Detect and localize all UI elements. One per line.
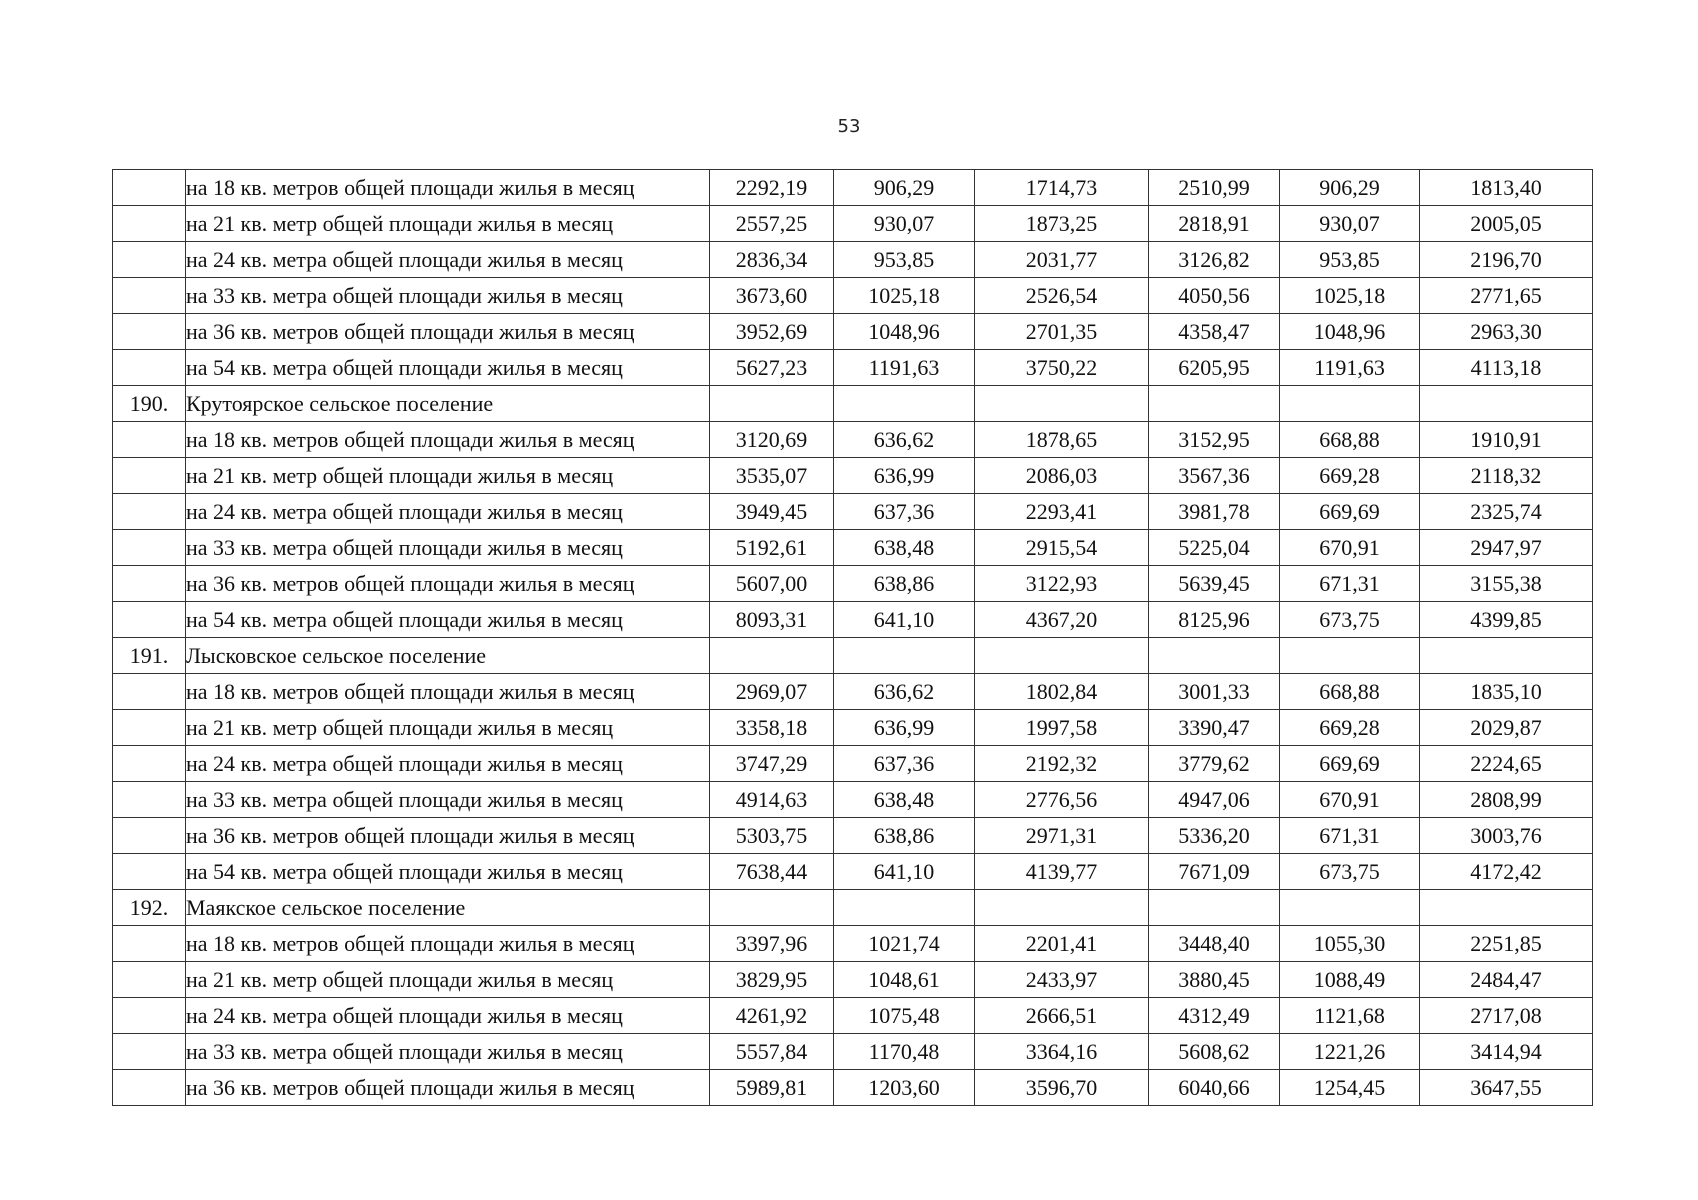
value-cell-col-4: 3567,36 [1149, 458, 1280, 494]
table-row [113, 854, 1593, 890]
value-cell-col-1: 3358,18 [710, 710, 834, 746]
row-number-cell [113, 926, 186, 962]
value-cell-col-4: 3152,95 [1149, 422, 1280, 458]
value-cell-col-3: 3364,16 [975, 1034, 1149, 1070]
value-cell-col-6: 3155,38 [1420, 566, 1593, 602]
value-cell-col-3: 2701,35 [975, 314, 1149, 350]
value-cell-col-4: 3001,33 [1149, 674, 1280, 710]
value-cell-col-1 [710, 386, 834, 422]
value-cell-col-3: 4139,77 [975, 854, 1149, 890]
table-row [113, 566, 1593, 602]
table-row [113, 350, 1593, 386]
value-cell-col-2: 1170,48 [834, 1034, 975, 1070]
data-table [112, 169, 1593, 1106]
value-cell-col-4: 4050,56 [1149, 278, 1280, 314]
value-cell-col-1 [710, 890, 834, 926]
row-label-cell: на 21 кв. метр общей площади жилья в месяц [186, 962, 710, 998]
value-cell-col-6: 2005,05 [1420, 206, 1593, 242]
value-cell-col-1: 3535,07 [710, 458, 834, 494]
value-cell-col-6: 1835,10 [1420, 674, 1593, 710]
value-cell-col-2: 636,62 [834, 674, 975, 710]
value-cell-col-1: 3829,95 [710, 962, 834, 998]
value-cell-col-5: 1121,68 [1280, 998, 1420, 1034]
value-cell-col-4: 4358,47 [1149, 314, 1280, 350]
value-cell-col-5: 1025,18 [1280, 278, 1420, 314]
value-cell-col-2: 906,29 [834, 170, 975, 206]
value-cell-col-5: 930,07 [1280, 206, 1420, 242]
value-cell-col-3: 2293,41 [975, 494, 1149, 530]
value-cell-col-5: 671,31 [1280, 566, 1420, 602]
row-label-cell: на 24 кв. метра общей площади жилья в месяц [186, 998, 710, 1034]
value-cell-col-6: 2947,97 [1420, 530, 1593, 566]
value-cell-col-6: 3647,55 [1420, 1070, 1593, 1106]
value-cell-col-1: 4914,63 [710, 782, 834, 818]
value-cell-col-4: 3880,45 [1149, 962, 1280, 998]
value-cell-col-5: 1048,96 [1280, 314, 1420, 350]
value-cell-col-4: 3390,47 [1149, 710, 1280, 746]
row-number-cell [113, 494, 186, 530]
value-cell-col-4: 5639,45 [1149, 566, 1280, 602]
value-cell-col-5: 668,88 [1280, 674, 1420, 710]
value-cell-col-1: 3397,96 [710, 926, 834, 962]
value-cell-col-2: 1025,18 [834, 278, 975, 314]
value-cell-col-5: 1088,49 [1280, 962, 1420, 998]
row-label-cell: на 54 кв. метра общей площади жилья в месяц [186, 602, 710, 638]
table-row [113, 242, 1593, 278]
value-cell-col-6: 2771,65 [1420, 278, 1593, 314]
value-cell-col-6: 2224,65 [1420, 746, 1593, 782]
value-cell-col-5: 669,69 [1280, 746, 1420, 782]
value-cell-col-1: 2836,34 [710, 242, 834, 278]
row-label-cell: на 21 кв. метр общей площади жилья в месяц [186, 206, 710, 242]
value-cell-col-3: 1802,84 [975, 674, 1149, 710]
value-cell-col-2: 636,99 [834, 710, 975, 746]
row-label-cell: на 33 кв. метра общей площади жилья в месяц [186, 782, 710, 818]
value-cell-col-2: 953,85 [834, 242, 975, 278]
value-cell-col-5 [1280, 890, 1420, 926]
value-cell-col-5: 671,31 [1280, 818, 1420, 854]
table-row [113, 782, 1593, 818]
value-cell-col-2: 1048,61 [834, 962, 975, 998]
value-cell-col-1: 3949,45 [710, 494, 834, 530]
value-cell-col-1: 8093,31 [710, 602, 834, 638]
value-cell-col-5: 953,85 [1280, 242, 1420, 278]
row-label-cell: на 18 кв. метров общей площади жилья в месяц [186, 926, 710, 962]
table-row [113, 314, 1593, 350]
value-cell-col-4: 6205,95 [1149, 350, 1280, 386]
row-number-cell [113, 530, 186, 566]
table-row [113, 530, 1593, 566]
row-label-cell: на 18 кв. метров общей площади жилья в месяц [186, 674, 710, 710]
value-cell-col-5: 673,75 [1280, 854, 1420, 890]
row-number-cell: 192. [113, 890, 186, 926]
value-cell-col-6: 4113,18 [1420, 350, 1593, 386]
value-cell-col-4: 3779,62 [1149, 746, 1280, 782]
row-number-cell [113, 314, 186, 350]
settlement-header-row [113, 890, 1593, 926]
value-cell-col-3: 2915,54 [975, 530, 1149, 566]
row-number-cell [113, 278, 186, 314]
table-row [113, 494, 1593, 530]
value-cell-col-1: 5607,00 [710, 566, 834, 602]
row-number-cell [113, 566, 186, 602]
value-cell-col-2: 1075,48 [834, 998, 975, 1034]
row-number-cell [113, 602, 186, 638]
value-cell-col-3: 1997,58 [975, 710, 1149, 746]
value-cell-col-5: 670,91 [1280, 530, 1420, 566]
table-row [113, 1034, 1593, 1070]
row-label-cell: на 24 кв. метра общей площади жилья в месяц [186, 746, 710, 782]
row-number-cell [113, 818, 186, 854]
value-cell-col-2: 1191,63 [834, 350, 975, 386]
value-cell-col-5 [1280, 638, 1420, 674]
row-label-cell: на 36 кв. метров общей площади жилья в месяц [186, 314, 710, 350]
row-label-cell: на 36 кв. метров общей площади жилья в месяц [186, 818, 710, 854]
row-number-cell [113, 782, 186, 818]
value-cell-col-3: 2192,32 [975, 746, 1149, 782]
table-body [113, 170, 1593, 1106]
value-cell-col-6: 4172,42 [1420, 854, 1593, 890]
row-label-cell: на 33 кв. метра общей площади жилья в месяц [186, 530, 710, 566]
row-number-cell [113, 206, 186, 242]
value-cell-col-6: 2118,32 [1420, 458, 1593, 494]
value-cell-col-4 [1149, 890, 1280, 926]
settlement-header-row [113, 386, 1593, 422]
value-cell-col-1: 2557,25 [710, 206, 834, 242]
row-label-cell: на 21 кв. метр общей площади жилья в месяц [186, 710, 710, 746]
row-label-cell: на 24 кв. метра общей площади жилья в месяц [186, 494, 710, 530]
value-cell-col-5: 669,69 [1280, 494, 1420, 530]
table-row [113, 674, 1593, 710]
value-cell-col-6: 2029,87 [1420, 710, 1593, 746]
value-cell-col-2: 641,10 [834, 602, 975, 638]
table-row [113, 278, 1593, 314]
value-cell-col-3: 2526,54 [975, 278, 1149, 314]
row-label-cell: на 54 кв. метра общей площади жилья в месяц [186, 350, 710, 386]
value-cell-col-2 [834, 386, 975, 422]
row-label-cell: на 54 кв. метра общей площади жилья в месяц [186, 854, 710, 890]
value-cell-col-1: 5303,75 [710, 818, 834, 854]
value-cell-col-5: 670,91 [1280, 782, 1420, 818]
value-cell-col-2: 638,86 [834, 818, 975, 854]
value-cell-col-6: 2325,74 [1420, 494, 1593, 530]
value-cell-col-2: 641,10 [834, 854, 975, 890]
value-cell-col-6: 2963,30 [1420, 314, 1593, 350]
table-row [113, 962, 1593, 998]
value-cell-col-1 [710, 638, 834, 674]
table-row [113, 998, 1593, 1034]
value-cell-col-4: 3448,40 [1149, 926, 1280, 962]
page-number: 53 [837, 116, 861, 137]
value-cell-col-6: 2808,99 [1420, 782, 1593, 818]
value-cell-col-1: 3952,69 [710, 314, 834, 350]
value-cell-col-3: 2031,77 [975, 242, 1149, 278]
value-cell-col-1: 5989,81 [710, 1070, 834, 1106]
value-cell-col-2: 638,48 [834, 782, 975, 818]
table-row [113, 926, 1593, 962]
value-cell-col-4: 5336,20 [1149, 818, 1280, 854]
row-number-cell: 191. [113, 638, 186, 674]
value-cell-col-6 [1420, 386, 1593, 422]
row-number-cell [113, 998, 186, 1034]
value-cell-col-1: 7638,44 [710, 854, 834, 890]
table-row [113, 1070, 1593, 1106]
row-number-cell [113, 746, 186, 782]
value-cell-col-4: 7671,09 [1149, 854, 1280, 890]
value-cell-col-2: 636,99 [834, 458, 975, 494]
value-cell-col-4: 3981,78 [1149, 494, 1280, 530]
table-row [113, 710, 1593, 746]
value-cell-col-6: 2717,08 [1420, 998, 1593, 1034]
value-cell-col-4: 5608,62 [1149, 1034, 1280, 1070]
table-row [113, 818, 1593, 854]
value-cell-col-1: 2969,07 [710, 674, 834, 710]
value-cell-col-6: 2196,70 [1420, 242, 1593, 278]
value-cell-col-5 [1280, 386, 1420, 422]
value-cell-col-4: 6040,66 [1149, 1070, 1280, 1106]
value-cell-col-3: 3596,70 [975, 1070, 1149, 1106]
value-cell-col-3: 2971,31 [975, 818, 1149, 854]
value-cell-col-5: 1191,63 [1280, 350, 1420, 386]
settlement-name-cell: Лысковское сельское поселение [186, 638, 710, 674]
value-cell-col-2: 638,48 [834, 530, 975, 566]
row-label-cell: на 18 кв. метров общей площади жилья в месяц [186, 170, 710, 206]
value-cell-col-4: 3126,82 [1149, 242, 1280, 278]
row-number-cell [113, 170, 186, 206]
settlement-name-cell: Маякское сельское поселение [186, 890, 710, 926]
value-cell-col-1: 2292,19 [710, 170, 834, 206]
table-row [113, 206, 1593, 242]
row-label-cell: на 33 кв. метра общей площади жилья в месяц [186, 1034, 710, 1070]
row-number-cell [113, 350, 186, 386]
value-cell-col-3: 3750,22 [975, 350, 1149, 386]
value-cell-col-3: 3122,93 [975, 566, 1149, 602]
value-cell-col-3 [975, 386, 1149, 422]
value-cell-col-2: 638,86 [834, 566, 975, 602]
value-cell-col-2 [834, 890, 975, 926]
value-cell-col-6: 1813,40 [1420, 170, 1593, 206]
value-cell-col-2: 930,07 [834, 206, 975, 242]
value-cell-col-3: 1873,25 [975, 206, 1149, 242]
value-cell-col-1: 5192,61 [710, 530, 834, 566]
value-cell-col-3: 2776,56 [975, 782, 1149, 818]
value-cell-col-4: 4312,49 [1149, 998, 1280, 1034]
value-cell-col-6: 2251,85 [1420, 926, 1593, 962]
value-cell-col-5: 1055,30 [1280, 926, 1420, 962]
value-cell-col-3: 1714,73 [975, 170, 1149, 206]
value-cell-col-5: 668,88 [1280, 422, 1420, 458]
value-cell-col-4: 5225,04 [1149, 530, 1280, 566]
row-number-cell [113, 710, 186, 746]
value-cell-col-2 [834, 638, 975, 674]
row-number-cell [113, 854, 186, 890]
value-cell-col-6: 2484,47 [1420, 962, 1593, 998]
value-cell-col-4 [1149, 386, 1280, 422]
row-number-cell [113, 458, 186, 494]
value-cell-col-3: 2666,51 [975, 998, 1149, 1034]
settlement-name-cell: Крутоярское сельское поселение [186, 386, 710, 422]
table-row [113, 422, 1593, 458]
row-number-cell [113, 242, 186, 278]
settlement-header-row [113, 638, 1593, 674]
value-cell-col-3 [975, 890, 1149, 926]
row-label-cell: на 21 кв. метр общей площади жилья в месяц [186, 458, 710, 494]
table-row [113, 602, 1593, 638]
value-cell-col-2: 636,62 [834, 422, 975, 458]
value-cell-col-6: 3414,94 [1420, 1034, 1593, 1070]
value-cell-col-6: 4399,85 [1420, 602, 1593, 638]
value-cell-col-4: 4947,06 [1149, 782, 1280, 818]
value-cell-col-2: 637,36 [834, 494, 975, 530]
value-cell-col-2: 1203,60 [834, 1070, 975, 1106]
row-label-cell: на 24 кв. метра общей площади жилья в месяц [186, 242, 710, 278]
table-row [113, 170, 1593, 206]
value-cell-col-4: 2818,91 [1149, 206, 1280, 242]
value-cell-col-2: 1021,74 [834, 926, 975, 962]
value-cell-col-5: 906,29 [1280, 170, 1420, 206]
value-cell-col-6: 3003,76 [1420, 818, 1593, 854]
value-cell-col-5: 1221,26 [1280, 1034, 1420, 1070]
value-cell-col-5: 669,28 [1280, 710, 1420, 746]
table-row [113, 746, 1593, 782]
value-cell-col-1: 3120,69 [710, 422, 834, 458]
value-cell-col-3 [975, 638, 1149, 674]
row-number-cell [113, 1070, 186, 1106]
row-number-cell: 190. [113, 386, 186, 422]
value-cell-col-1: 3673,60 [710, 278, 834, 314]
value-cell-col-1: 5627,23 [710, 350, 834, 386]
value-cell-col-1: 5557,84 [710, 1034, 834, 1070]
value-cell-col-2: 637,36 [834, 746, 975, 782]
value-cell-col-3: 1878,65 [975, 422, 1149, 458]
row-label-cell: на 36 кв. метров общей площади жилья в месяц [186, 1070, 710, 1106]
row-label-cell: на 18 кв. метров общей площади жилья в месяц [186, 422, 710, 458]
value-cell-col-6 [1420, 890, 1593, 926]
value-cell-col-5: 1254,45 [1280, 1070, 1420, 1106]
value-cell-col-4: 8125,96 [1149, 602, 1280, 638]
value-cell-col-1: 3747,29 [710, 746, 834, 782]
row-number-cell [113, 674, 186, 710]
value-cell-col-6: 1910,91 [1420, 422, 1593, 458]
value-cell-col-6 [1420, 638, 1593, 674]
value-cell-col-5: 673,75 [1280, 602, 1420, 638]
row-number-cell [113, 1034, 186, 1070]
row-number-cell [113, 422, 186, 458]
value-cell-col-3: 2201,41 [975, 926, 1149, 962]
value-cell-col-5: 669,28 [1280, 458, 1420, 494]
row-label-cell: на 33 кв. метра общей площади жилья в месяц [186, 278, 710, 314]
value-cell-col-3: 4367,20 [975, 602, 1149, 638]
value-cell-col-1: 4261,92 [710, 998, 834, 1034]
value-cell-col-2: 1048,96 [834, 314, 975, 350]
value-cell-col-4: 2510,99 [1149, 170, 1280, 206]
table-row [113, 458, 1593, 494]
row-label-cell: на 36 кв. метров общей площади жилья в месяц [186, 566, 710, 602]
value-cell-col-3: 2433,97 [975, 962, 1149, 998]
value-cell-col-4 [1149, 638, 1280, 674]
value-cell-col-3: 2086,03 [975, 458, 1149, 494]
row-number-cell [113, 962, 186, 998]
